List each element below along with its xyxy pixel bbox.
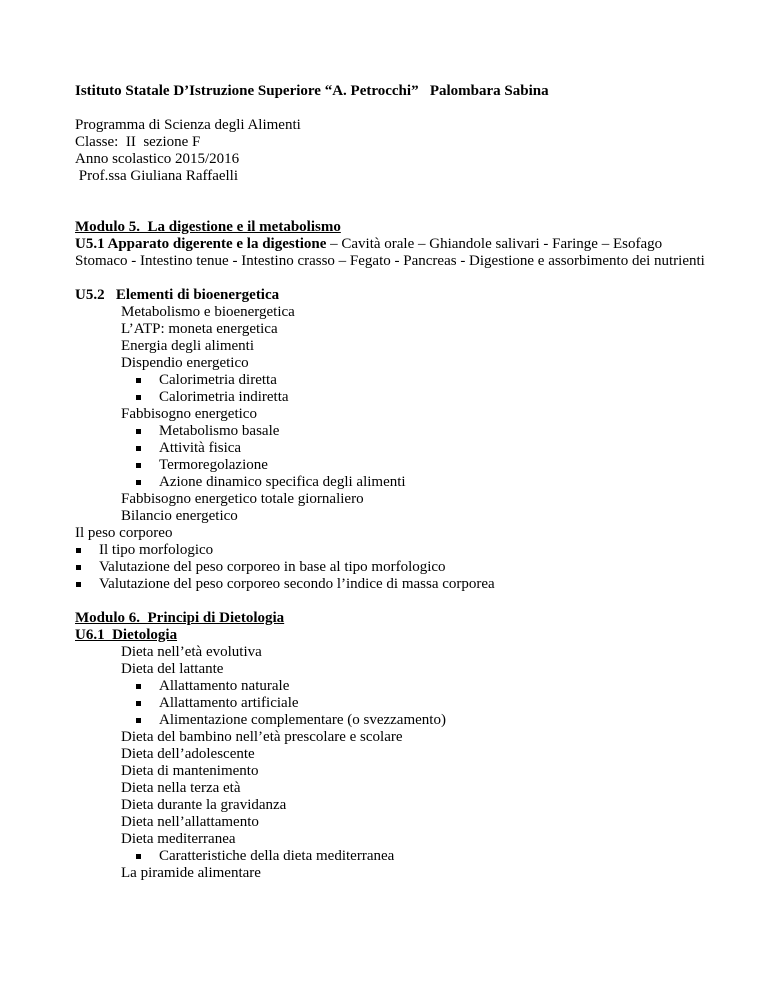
bullet-item: Metabolismo basale	[75, 423, 715, 440]
bullet-item: Attività fisica	[75, 440, 715, 457]
document-page	[75, 83, 715, 882]
bullet-item: Azione dinamico specifica degli alimenti	[75, 474, 715, 491]
module-6-title: Modulo 6. Principi di Dietologia	[75, 610, 285, 626]
list-item: L’ATP: moneta energetica	[121, 321, 278, 337]
bullet-item: Il tipo morfologico	[75, 542, 715, 559]
list-item: Dieta nell’allattamento	[121, 814, 259, 830]
list-item: Energia degli alimenti	[121, 338, 255, 354]
list-item: Dieta mediterranea	[121, 831, 236, 847]
bullet-item: Calorimetria diretta	[75, 372, 715, 389]
list-item: Metabolismo e bioenergetica	[121, 304, 295, 320]
bullet-item: Valutazione del peso corporeo in base al tipo morfologico	[75, 559, 715, 576]
list-item: Dieta nell’età evolutiva	[121, 644, 262, 660]
list-item: Dieta di mantenimento	[121, 763, 259, 779]
bullet-item: Calorimetria indiretta	[75, 389, 715, 406]
bullet-item: Allattamento artificiale	[75, 695, 715, 712]
program-title: Programma di Scienza degli Alimenti	[75, 117, 301, 133]
bullet-item: Allattamento naturale	[75, 678, 715, 695]
peso-corporeo-title: Il peso corporeo	[75, 525, 173, 541]
bullet-item: Termoregolazione	[75, 457, 715, 474]
list-item: La piramide alimentare	[121, 865, 261, 881]
list-item: Bilancio energetico	[121, 508, 238, 524]
bullet-item: Valutazione del peso corporeo secondo l’indice di massa corporea	[75, 576, 715, 593]
teacher-name: Prof.ssa Giuliana Raffaelli	[75, 168, 239, 184]
class-line: Classe: II sezione F	[75, 134, 201, 150]
unit-5-1-paragraph	[75, 236, 715, 270]
list-item: Dieta durante la gravidanza	[121, 797, 287, 813]
unit-5-1-title: U5.1 Apparato digerente e la digestione	[75, 236, 327, 252]
unit-5-2-title: U5.2 Elementi di bioenergetica	[75, 287, 280, 303]
school-year: Anno scolastico 2015/2016	[75, 151, 240, 167]
list-item: Fabbisogno energetico	[121, 406, 257, 422]
list-item: Dieta dell’adolescente	[121, 746, 255, 762]
bullet-item: Caratteristiche della dieta mediterranea	[75, 848, 715, 865]
unit-6-1-title: U6.1 Dietologia	[75, 627, 178, 643]
bullet-item: Alimentazione complementare (o svezzamento)	[75, 712, 715, 729]
school-heading: Istituto Statale D’Istruzione Superiore “A. Petrocchi” Palombara Sabina	[75, 83, 549, 99]
unit-5-1-text: – Cavità orale – Ghiandole salivari - Faringe – Esofago Stomaco - Intestino tenue - Intestino crasso – Fegato - Pancreas - Digestione e assorbimento dei nutrienti	[75, 236, 705, 269]
list-item: Dieta nella terza età	[121, 780, 241, 796]
list-item: Dieta del bambino nell’età prescolare e scolare	[121, 729, 403, 745]
module-5-title: Modulo 5. La digestione e il metabolismo	[75, 219, 341, 235]
list-item: Fabbisogno energetico totale giornaliero	[121, 491, 364, 507]
list-item: Dispendio energetico	[121, 355, 249, 371]
list-item: Dieta del lattante	[121, 661, 224, 677]
